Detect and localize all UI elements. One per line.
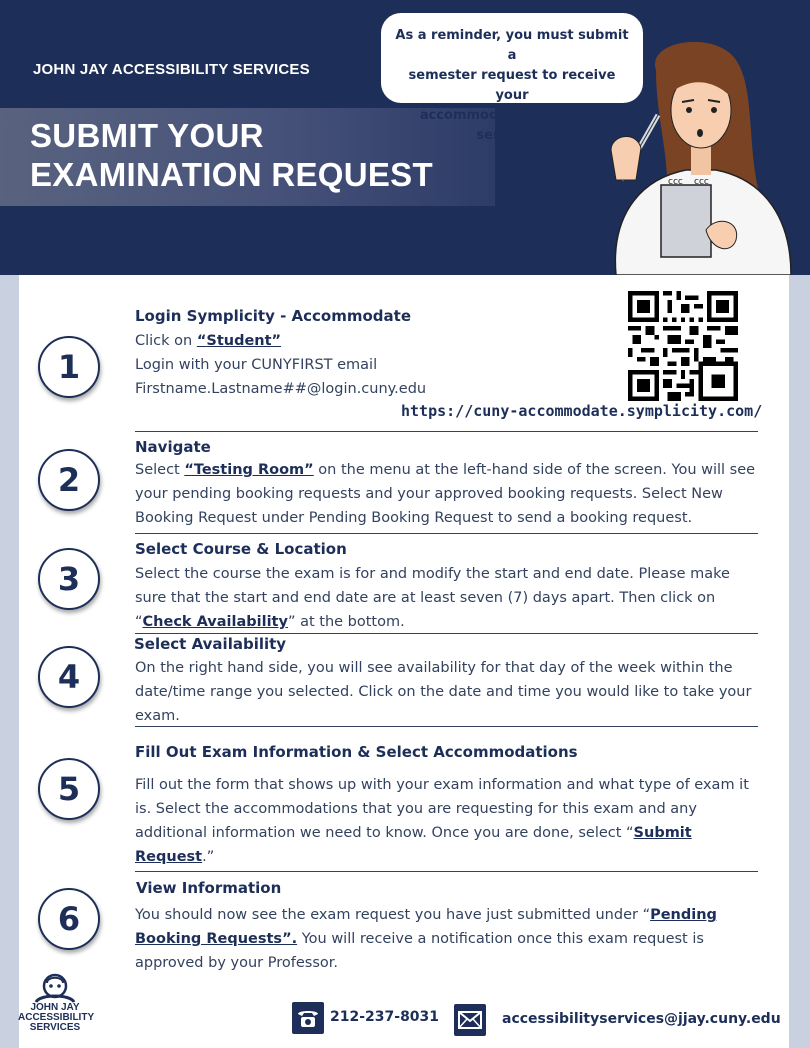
svg-text:ccc: ccc	[668, 177, 683, 187]
step-3-number: 3	[38, 548, 100, 610]
bubble-line-1: As a reminder, you must submit a	[395, 28, 629, 63]
student-quote-open: “	[196, 333, 207, 349]
divider-1	[135, 431, 758, 432]
step-1-line-2: Login with your CUNYFIRST email	[135, 357, 378, 373]
step-6-heading: View Information	[136, 879, 282, 897]
symplicity-url-link[interactable]: https://cuny-accommodate.symplicity.com/	[401, 402, 763, 420]
step-1-click-text: Click on	[135, 333, 197, 349]
step-1-line-3: Firstname.Lastname##@login.cuny.edu	[135, 381, 427, 397]
step-6-number: 6	[38, 888, 100, 950]
step-5-text-post: .”	[202, 849, 215, 865]
step-6-text-pre: You should now see the exam request you have just submitted under “	[135, 907, 651, 923]
step-1-number: 1	[38, 336, 100, 398]
title-line-1: SUBMIT YOUR	[30, 117, 264, 154]
page-title	[30, 116, 433, 194]
svg-text:ccc: ccc	[694, 177, 709, 187]
organization-name: JOHN JAY ACCESSIBILITY SERVICES	[33, 61, 310, 78]
student-quote-close: ”	[271, 333, 282, 349]
check-availability-link[interactable]: Check Availability	[142, 614, 288, 630]
step-3-text-pre: Select the course the exam is for and modify the start and end date. Please make sure that the start and end date are at least seven (7) days apart. Then click on “	[135, 566, 730, 630]
step-5-heading: Fill Out Exam Information & Select Accommodations	[135, 743, 578, 761]
step-4-body: On the right hand side, you will see availability for that day of the week within the date/time range you selected. Click on the date and time you would like to take your exam.	[135, 660, 752, 724]
logo-line-2: ACCESSIBILITY	[18, 1012, 95, 1023]
phone-icon	[292, 1002, 324, 1034]
divider-4	[135, 726, 758, 727]
step-5-number: 5	[38, 758, 100, 820]
step-5-body	[135, 773, 760, 869]
reminder-speech-bubble	[381, 13, 643, 143]
step-3-body	[135, 562, 765, 634]
step-6-body	[135, 903, 735, 975]
step-2-body	[135, 458, 765, 530]
logo-line-1: JOHN JAY	[30, 1002, 80, 1013]
pending-booking-requests-link[interactable]: Pending Booking Requests”.	[135, 907, 717, 947]
testing-room-link[interactable]: “Testing Room”	[184, 462, 314, 478]
envelope-icon	[454, 1004, 486, 1036]
divider-5	[135, 871, 758, 872]
step-2-heading: Navigate	[135, 438, 211, 456]
step-4-heading: Select Availability	[134, 635, 287, 653]
step-3-text-post: ” at the bottom.	[287, 614, 405, 630]
divider-2	[135, 533, 758, 534]
email-address[interactable]: accessibilityservices@jjay.cuny.edu	[502, 1011, 781, 1027]
student-link-label: Student	[206, 333, 272, 349]
phone-number[interactable]: 212-237-8031	[330, 1009, 440, 1025]
step-1-body	[135, 329, 605, 401]
logo-line-3: SERVICES	[29, 1022, 81, 1033]
step-5-text-pre: Fill out the form that shows up with your exam information and what type of exam it is. Select the accommodations that you are requesting for this exam and any additional information we need to know. Once you are done, select “	[135, 777, 749, 841]
step-1-heading: Login Symplicity - Accommodate	[135, 307, 411, 325]
student-link[interactable]	[197, 333, 281, 349]
qr-code[interactable]	[628, 291, 738, 401]
speech-bubble-tail	[625, 72, 643, 92]
divider-3	[135, 633, 758, 634]
step-6-text-post: You will receive a notification once this exam request is approved by your Professor.	[135, 931, 704, 971]
title-line-2: EXAMINATION REQUEST	[30, 156, 433, 193]
step-2-number: 2	[38, 449, 100, 511]
step-3-heading: Select Course & Location	[135, 540, 347, 558]
step-4-number: 4	[38, 646, 100, 708]
submit-request-link[interactable]: Submit Request	[135, 825, 692, 865]
step-2-text-post: on the menu at the left-hand side of the screen. You will see your pending booking requests and your approved booking requests. Select New Booking Request under Pending Booking Request to send a booking request.	[135, 462, 756, 526]
step-2-text-pre: Select	[135, 462, 185, 478]
logo-wordmark	[18, 1002, 95, 1033]
header-banner	[0, 0, 810, 275]
step-1-line-1	[135, 329, 605, 353]
bubble-line-2: semester request to receive your	[408, 68, 616, 103]
bubble-line-3: accommodations for that semester.	[419, 108, 605, 143]
